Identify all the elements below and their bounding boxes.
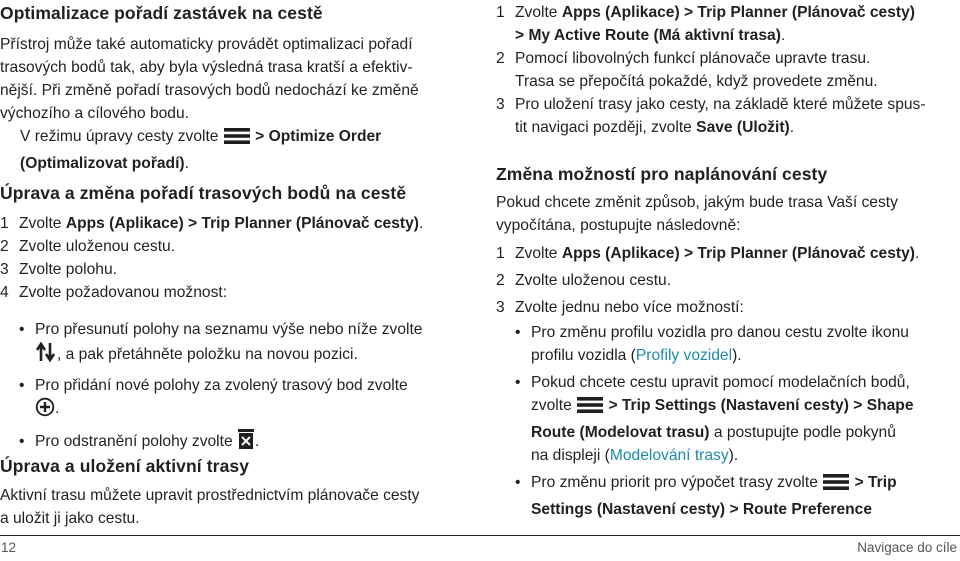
list-item: • Pro přesunutí polohy na seznamu výše nebo níže zvolte	[19, 321, 423, 338]
list-item: 3 Zvolte polohu.	[0, 261, 117, 278]
step-list-options	[496, 242, 919, 319]
move-arrows-icon	[35, 341, 57, 370]
menu-icon	[223, 127, 251, 152]
list-item: 2 Zvolte uloženou cestu.	[496, 272, 672, 289]
optimize-instruction: V režimu úpravy cesty zvolte > Optimize Order (Optimalizovat pořadí).	[20, 128, 382, 172]
link-shape-route[interactable]: Modelování trasy	[609, 447, 729, 464]
heading-edit-active: Úprava a uložení aktivní trasy	[0, 456, 250, 476]
menu-icon	[576, 396, 604, 421]
step-list-edit	[0, 212, 423, 304]
add-circle-icon	[35, 397, 55, 424]
list-item: 4 Zvolte požadovanou možnost:	[0, 284, 228, 301]
list-item: • Pro změnu profilu vozidla pro danou cestu zvolte ikonu	[515, 324, 909, 341]
para-optimize: Přístroj může také automaticky provádět optimalizaci pořadí trasových bodů tak, aby byla výsledná trasa kratší a efektiv- nější. Při změně pořadí trasových bodů nedochází ke změně výchozího a cílového bodu.	[0, 36, 419, 122]
para-change-options: Pokud chcete změnit způsob, jakým bude trasa Vaší cesty vypočítána, postupujte následovně:	[496, 194, 898, 234]
list-item: 1 Zvolte Apps (Aplikace) > Trip Planner (Plánovač cesty)	[496, 4, 915, 21]
link-vehicle-profiles[interactable]: Profily vozidel	[635, 347, 733, 364]
section-title: Navigace do cíle	[857, 540, 957, 555]
menu-icon	[822, 473, 850, 498]
footer-rule	[0, 535, 960, 536]
heading-edit-reorder: Úprava a změna pořadí trasových bodů na cestě	[0, 183, 407, 203]
page-number: 12	[1, 540, 17, 555]
para-edit-active: Aktivní trasu můžete upravit prostřednictvím plánovače cesty a uložit ji jako cestu.	[0, 487, 420, 527]
bullet-list-edit: • Pro přesunutí polohy na seznamu výše nebo níže zvolte , a pak přetáhněte položku na novou pozici. • Pro přidání nové polohy za zvolený trasový bod zvolte . • Pro odstranění polohy zvolte .	[19, 318, 422, 457]
list-item: 3 Zvolte jednu nebo více možností:	[496, 299, 744, 316]
bullet-list-options: • Pro změnu profilu vozidla pro danou cestu zvolte ikonu profilu vozidla (Profily vozidel). • Pokud chcete cestu upravit pomocí modelačních bodů, zvolte > Trip Settings (Nastavení cesty) > Shape Route (Modelovat trasu) a postupujte podle pokynů na displeji (Modelování trasy). • Pro změnu priorit pro výpočet trasy zvolte > Trip Settings (Nastavení cesty) > Route Preference	[515, 321, 914, 521]
list-item: • Pro přidání nové polohy za zvolený trasový bod zvolte	[19, 377, 408, 394]
list-item: • Pokud chcete cestu upravit pomocí modelačních bodů,	[515, 374, 910, 391]
heading-optimize: Optimalizace pořadí zastávek na cestě	[0, 3, 323, 23]
step-list-active: 1 Zvolte Apps (Aplikace) > Trip Planner (Plánovač cesty) > My Active Route (Má aktivní trasa). 2 Pomocí libovolných funkcí plánovače upravte trasu. Trasa se přepočítá pokaždé, když provedete změnu. 3 Pro uložení trasy jako cesty, na základě které můžete spus- tit navigaci později, zvolte Save (Uložit).	[496, 1, 926, 139]
heading-change-options: Změna možností pro naplánování cesty	[496, 164, 828, 184]
list-item: 1 Zvolte Apps (Aplikace) > Trip Planner (Plánovač cesty).	[496, 245, 920, 262]
list-item: • Pro změnu priorit pro výpočet trasy zvolte > Trip	[515, 471, 914, 498]
list-item: • Pro odstranění polohy zvolte .	[19, 428, 422, 457]
list-item: 2 Pomocí libovolných funkcí plánovače upravte trasu.	[496, 50, 871, 67]
list-item: 1 Zvolte Apps (Aplikace) > Trip Planner (Plánovač cesty).	[0, 215, 424, 232]
trash-icon	[237, 428, 255, 457]
list-item: 2 Zvolte uloženou cestu.	[0, 238, 176, 255]
list-item: 3 Pro uložení trasy jako cesty, na základě které můžete spus-	[496, 96, 926, 113]
